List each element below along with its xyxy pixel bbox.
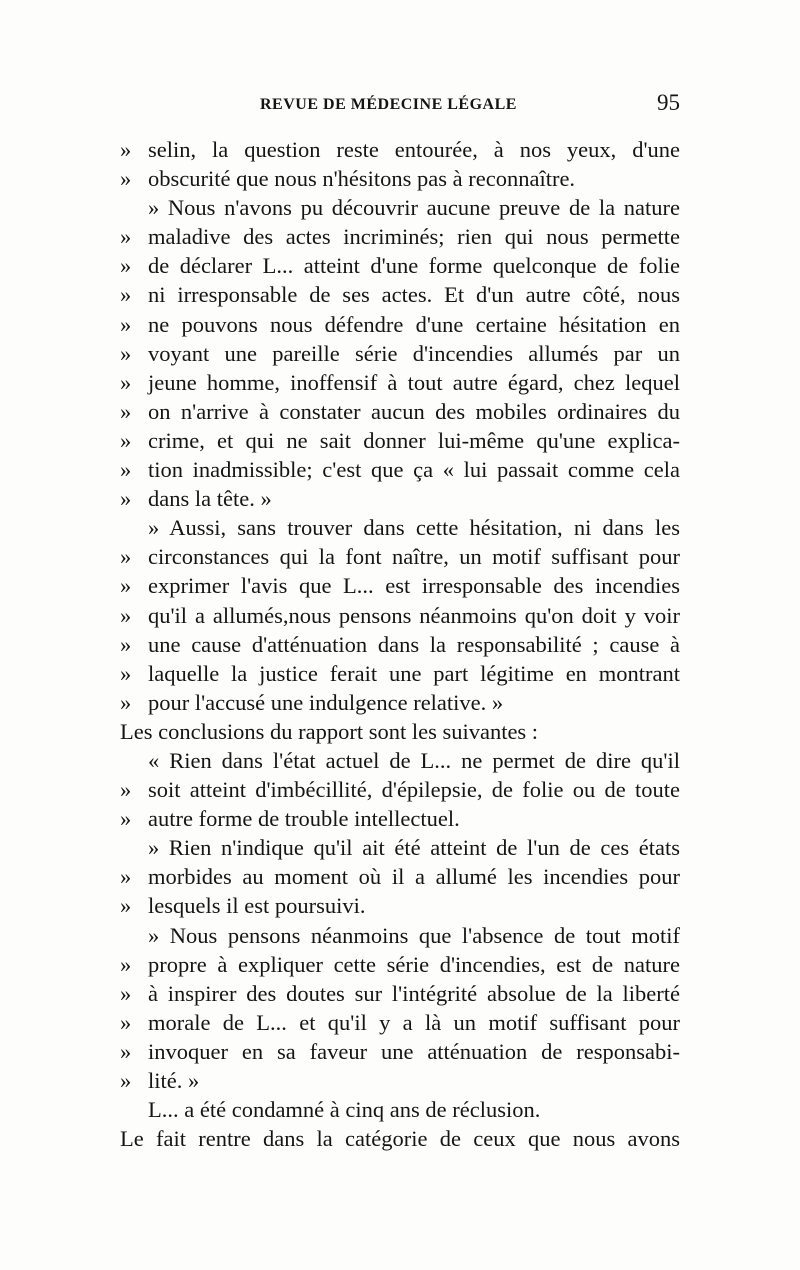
quote-mark: » [120, 369, 132, 395]
quote-mark: » [120, 457, 132, 483]
quote-mark: » [120, 340, 132, 366]
text-line [120, 746, 680, 775]
quote-mark: » [120, 1038, 132, 1064]
text-line [120, 280, 680, 309]
text-line [120, 804, 680, 833]
text-line [120, 601, 680, 630]
text-line [120, 193, 680, 222]
quote-mark: » [120, 689, 132, 715]
line-text: Le fait rentre dans la catégorie de ceux que nous avons [120, 1126, 680, 1152]
line-text: de déclarer L... atteint d'une forme quelconque de folie [148, 253, 680, 279]
line-text: tion inadmissible; c'est que ça « lui passait comme cela [148, 457, 680, 483]
text-line [120, 775, 680, 804]
quote-mark: » [120, 777, 132, 803]
text-line [120, 891, 680, 920]
quote-mark: » [120, 631, 132, 657]
quote-mark: » [120, 602, 132, 628]
running-head [120, 90, 680, 122]
line-text: soit atteint d'imbécillité, d'épilepsie, de folie ou de toute [148, 777, 680, 803]
line-text: pour l'accusé une indulgence relative. » [148, 689, 504, 715]
quote-mark: » [120, 893, 132, 919]
text-line [120, 542, 680, 571]
quote-mark: » [120, 166, 132, 192]
text-line [120, 426, 680, 455]
line-text: jeune homme, inoffensif à tout autre égard, chez lequel [148, 369, 680, 395]
text-line [120, 862, 680, 891]
text-line [120, 368, 680, 397]
quote-mark: » [120, 980, 132, 1006]
line-text: lesquels il est poursuivi. [148, 893, 366, 919]
line-text: maladive des actes incriminés; rien qui nous permette [148, 224, 680, 250]
quote-mark: » [120, 864, 132, 890]
quote-mark: » [120, 486, 132, 512]
text-line [120, 659, 680, 688]
quote-mark: » [120, 398, 132, 424]
line-text: qu'il a allumés,nous pensons néanmoins qu'on doit y voir [148, 602, 680, 628]
text-line [120, 1008, 680, 1037]
text-line [120, 513, 680, 542]
text-line [120, 921, 680, 950]
line-text: ne pouvons nous défendre d'une certaine hésitation en [148, 311, 680, 337]
line-text: autre forme de trouble intellectuel. [148, 806, 460, 832]
quote-mark: » [120, 573, 132, 599]
running-title: REVUE DE MÉDECINE LÉGALE [260, 96, 517, 113]
line-text: « Rien dans l'état actuel de L... ne permet de dire qu'il [148, 747, 680, 773]
text-line [120, 630, 680, 659]
text-line [120, 484, 680, 513]
line-text: exprimer l'avis que L... est irresponsable des incendies [148, 573, 680, 599]
line-text: L... a été condamné à cinq ans de réclusion. [148, 1097, 541, 1123]
quote-mark: » [120, 311, 132, 337]
quote-mark: » [120, 806, 132, 832]
quote-mark: » [120, 427, 132, 453]
text-line [120, 397, 680, 426]
text-line [120, 310, 680, 339]
line-text: invoquer en sa faveur une atténuation de responsabi- [148, 1038, 680, 1064]
text-line [120, 455, 680, 484]
text-line [120, 717, 680, 746]
text-line [120, 950, 680, 979]
body-text [120, 135, 680, 1153]
text-line [120, 222, 680, 251]
line-text: morbides au moment où il a allumé les incendies pour [148, 864, 680, 890]
line-text: selin, la question reste entourée, à nos yeux, d'une [148, 137, 680, 162]
text-line [120, 833, 680, 862]
text-line [120, 979, 680, 1008]
quote-mark: » [120, 282, 132, 308]
line-text: à inspirer des doutes sur l'intégrité absolue de la liberté [148, 980, 680, 1006]
line-text: propre à expliquer cette série d'incendies, est de nature [148, 951, 680, 977]
line-text: obscurité que nous n'hésitons pas à reconnaître. [148, 166, 576, 192]
quote-mark: » [120, 253, 132, 279]
line-text: » Nous n'avons pu découvrir aucune preuve de la nature [148, 195, 680, 221]
line-text: crime, et qui ne sait donner lui-même qu'une explica- [148, 427, 680, 453]
line-text: » Rien n'indique qu'il ait été atteint de l'un de ces états [148, 835, 680, 861]
text-line [120, 135, 680, 164]
quote-mark: » [120, 951, 132, 977]
quote-mark: » [120, 1009, 132, 1035]
line-text: lité. » [148, 1068, 200, 1093]
quote-mark: » [120, 544, 132, 570]
text-line [120, 339, 680, 368]
text-line [120, 688, 680, 717]
page-number: 95 [657, 90, 680, 115]
text-line [120, 251, 680, 280]
text-line [120, 1124, 680, 1153]
line-text: ni irresponsable de ses actes. Et d'un autre côté, nous [148, 282, 680, 308]
quote-mark: » [120, 660, 132, 686]
line-text: voyant une pareille série d'incendies allumés par un [148, 340, 680, 366]
quote-mark: » [120, 1068, 132, 1093]
line-text: une cause d'atténuation dans la responsabilité ; cause à [148, 631, 680, 657]
line-text: dans la tête. » [148, 486, 272, 512]
line-text: morale de L... et qu'il y a là un motif suffisant pour [148, 1009, 680, 1035]
text-line [120, 164, 680, 193]
line-text: » Aussi, sans trouver dans cette hésitation, ni dans les [148, 515, 680, 541]
line-text: on n'arrive à constater aucun des mobiles ordinaires du [148, 398, 680, 424]
text-line [120, 1095, 680, 1124]
quote-mark: » [120, 224, 132, 250]
quote-mark: » [120, 137, 132, 162]
line-text: Les conclusions du rapport sont les suivantes : [120, 718, 539, 744]
line-text: » Nous pensons néanmoins que l'absence de tout motif [148, 922, 680, 948]
text-line [120, 1066, 680, 1095]
line-text: laquelle la justice ferait une part légitime en montrant [148, 660, 680, 686]
text-line [120, 1037, 680, 1066]
line-text: circonstances qui la font naître, un motif suffisant pour [148, 544, 680, 570]
text-line [120, 571, 680, 600]
